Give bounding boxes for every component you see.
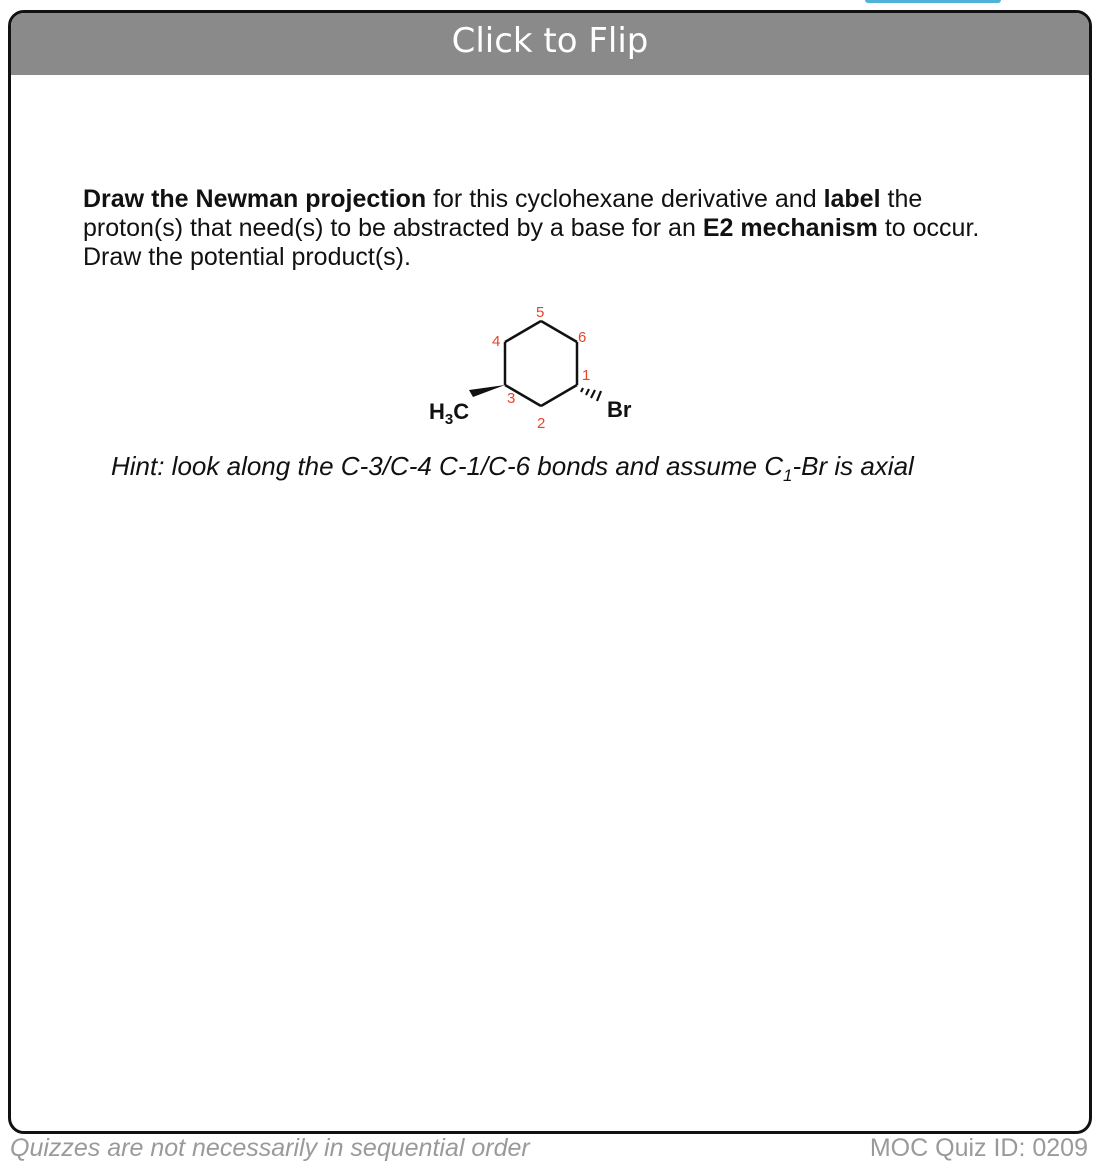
wedge-bond-methyl	[469, 385, 505, 397]
click-to-flip-button[interactable]: Click to Flip	[11, 13, 1089, 75]
bond-c4-c5	[505, 321, 541, 342]
question-bold-2: label	[823, 185, 881, 213]
flashcard[interactable]	[8, 10, 1092, 1134]
bond-c5-c6	[541, 321, 577, 342]
carbon-number-5: 5	[536, 304, 545, 321]
question-text-2: the proton(s) that need(s) to be abstracted by a base for an	[83, 185, 923, 242]
top-accent-bar	[865, 0, 1001, 3]
sequence-note: Quizzes are not necessarily in sequential order	[10, 1134, 530, 1162]
question-bold-1: Draw the Newman projection	[83, 185, 427, 213]
question-text	[83, 185, 1023, 272]
hint-subscript: 1	[783, 466, 793, 486]
question-text-1: for this cyclohexane derivative and	[426, 185, 824, 213]
carbon-number-1: 1	[582, 367, 591, 384]
hash-bond-bromine	[581, 388, 601, 401]
cyclohexane-structure	[411, 293, 671, 443]
carbon-number-6: 6	[578, 329, 587, 346]
bromine-label: Br	[607, 397, 632, 422]
carbon-number-2: 2	[537, 415, 546, 432]
bond-c1-c2	[541, 385, 577, 406]
hint-text	[111, 449, 1011, 493]
methyl-label: $H_3C$	[429, 399, 470, 428]
quiz-id: MOC Quiz ID: 0209	[869, 1134, 1088, 1162]
question-bold-3: E2 mechanism	[702, 214, 878, 242]
hint-suffix: -Br is axial	[792, 451, 914, 481]
question-text-3: to occur. Draw the potential product(s).	[83, 214, 980, 271]
carbon-number-3: 3	[507, 390, 516, 407]
carbon-number-4: 4	[492, 333, 501, 350]
hint-prefix: Hint: look along the C-3/C-4 C-1/C-6 bonds and assume C	[111, 451, 783, 481]
